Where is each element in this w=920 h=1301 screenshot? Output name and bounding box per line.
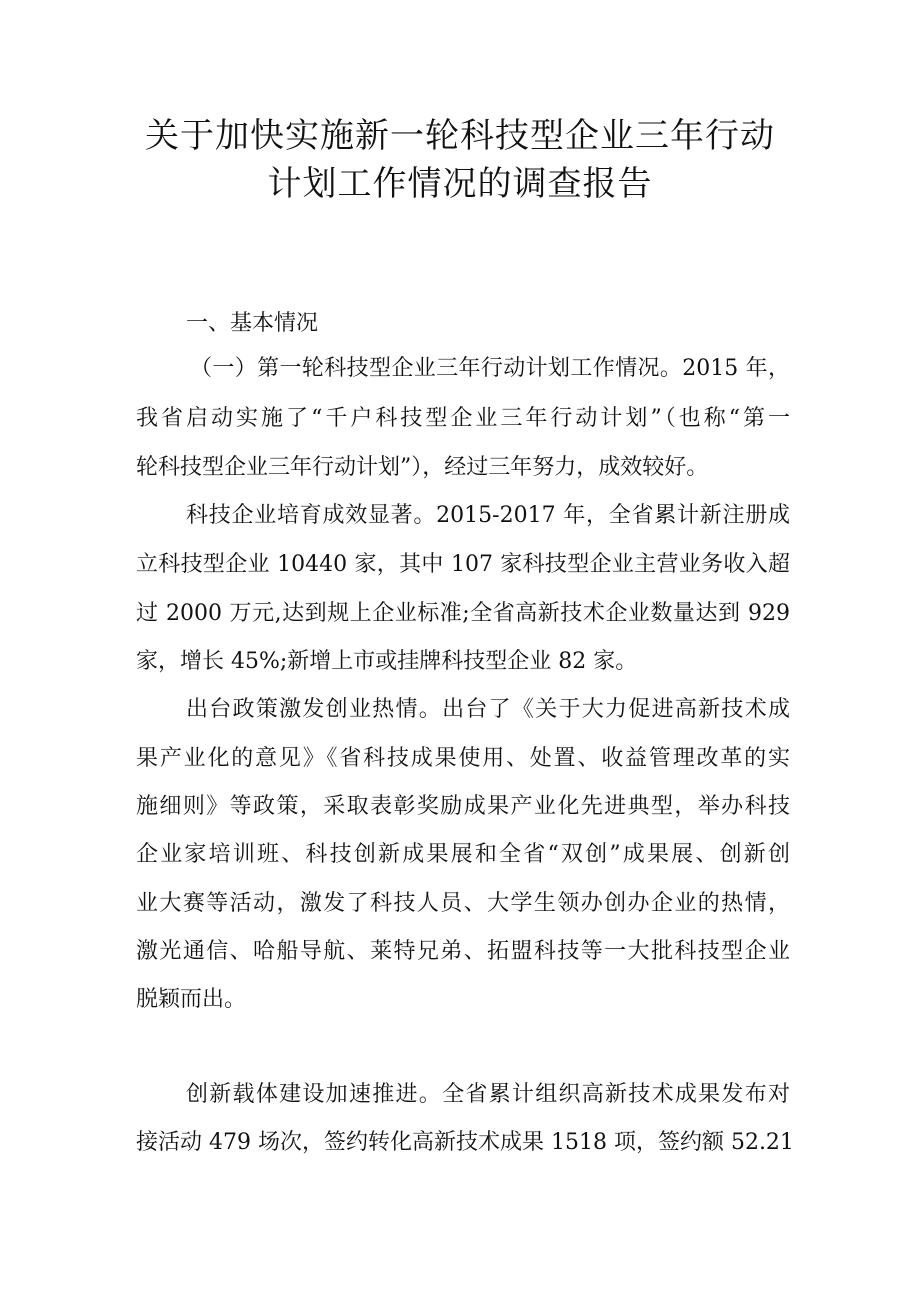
document-title-line-1: 关于加快实施新一轮科技型企业三年行动 xyxy=(145,116,775,156)
paragraph-line: 创新载体建设加速推进。全省累计组织高新技术成果发布对 xyxy=(186,1082,790,1107)
paragraph-line: 过 2000 万元,达到规上企业标准;全省高新技术企业数量达到 929 xyxy=(136,601,790,626)
paragraph-line: 果产业化的意见》《省科技成果使用、处置、收益管理改革的实 xyxy=(136,746,790,771)
paragraph-line: 施细则》等政策，采取表彰奖励成果产业化先进典型，举办科技 xyxy=(136,794,790,819)
section-heading: 一、基本情况 xyxy=(186,311,319,336)
paragraph-line: 我省启动实施了“千户科技型企业三年行动计划”（也称“第一 xyxy=(136,406,790,431)
paragraph-line: （一）第一轮科技型企业三年行动计划工作情况。2015 年， xyxy=(190,356,790,381)
paragraph-line: 脱颖而出。 xyxy=(136,987,247,1012)
paragraph-line: 激光通信、哈船导航、莱特兄弟、拓盟科技等一大批科技型企业 xyxy=(136,939,790,964)
paragraph-line: 接活动 479 场次，签约转化高新技术成果 1518 项，签约额 52.21 xyxy=(136,1130,794,1155)
paragraph-line: 立科技型企业 10440 家，其中 107 家科技型企业主营业务收入超 xyxy=(136,552,790,577)
paragraph-line: 家，增长 45%;新增上市或挂牌科技型企业 82 家。 xyxy=(136,649,638,674)
document-title-line-2: 计划工作情况的调查报告 xyxy=(267,164,653,204)
paragraph-line: 科技企业培育成效显著。2015-2017 年，全省累计新注册成 xyxy=(186,503,790,528)
paragraph-line: 出台政策激发创业热情。出台了《关于大力促进高新技术成 xyxy=(186,697,790,722)
paragraph-line: 轮科技型企业三年行动计划”），经过三年努力，成效较好。 xyxy=(136,455,709,480)
paragraph-line: 企业家培训班、科技创新成果展和全省“双创”成果展、创新创 xyxy=(136,842,790,867)
paragraph-line: 业大赛等活动，激发了科技人员、大学生领办创办企业的热情， xyxy=(136,891,790,916)
